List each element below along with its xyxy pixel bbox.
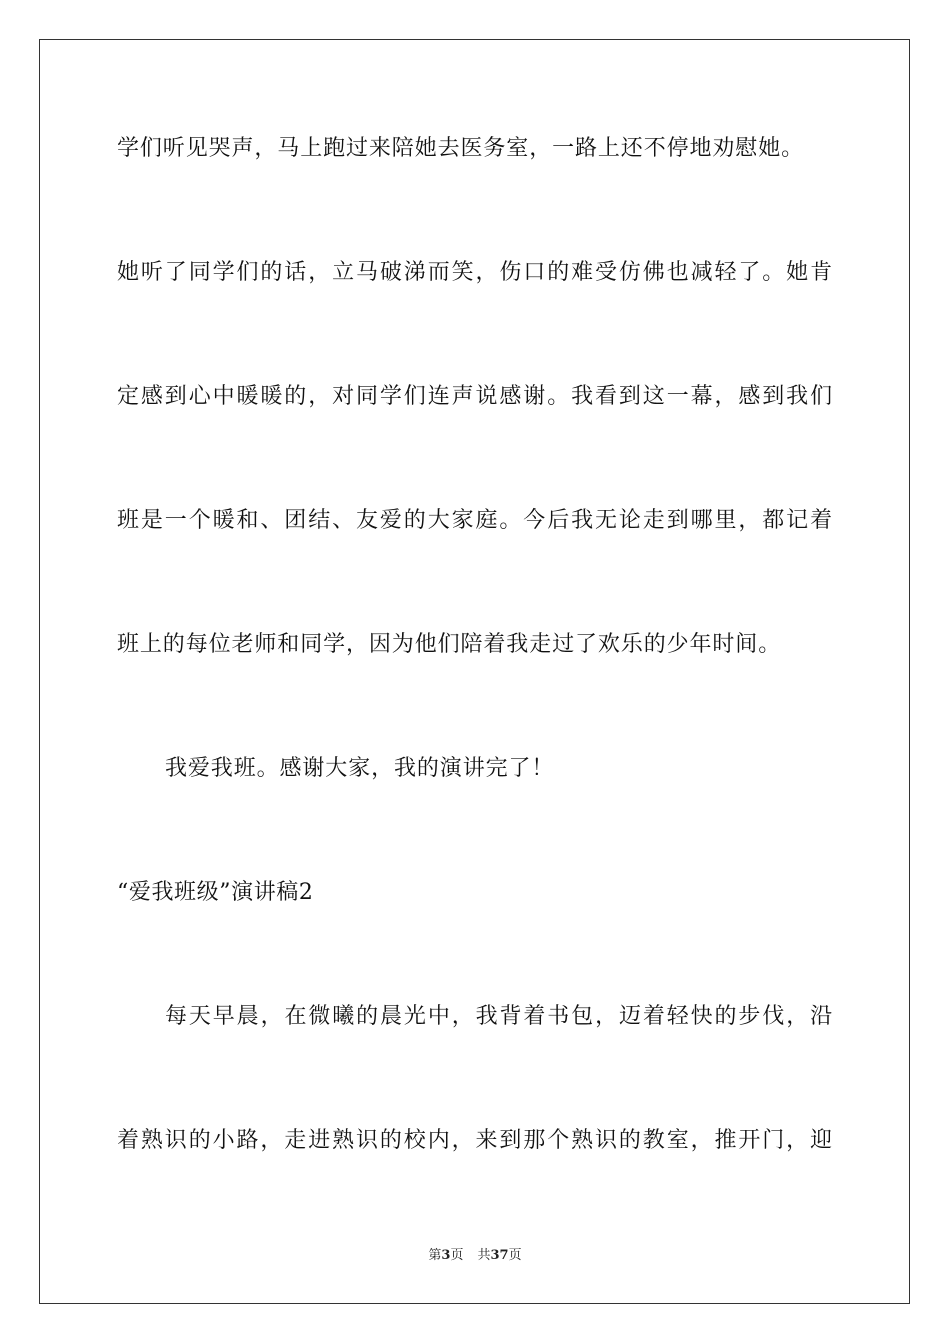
footer-page-prefix: 第 [428, 1248, 442, 1263]
body-line-5: 班上的每位老师和同学，因为他们陪着我走过了欢乐的少年时间。 [117, 632, 782, 657]
footer-total-number: 37 [490, 1248, 509, 1263]
body-line-3: 定感到心中暖暖的，对同学们连声说感谢。我看到这一幕，感到我们 [117, 384, 833, 409]
footer-total-prefix: 共 [477, 1248, 491, 1263]
body-line-2: 她听了同学们的话，立马破涕而笑，伤口的难受仿佛也减轻了。她肯 [117, 260, 833, 285]
body-line-1: 学们听见哭声，马上跑过来陪她去医务室，一路上还不停地劝慰她。 [117, 136, 805, 161]
footer-page-suffix: 页 [450, 1248, 464, 1263]
para2-line-1: 每天早晨，在微曦的晨光中，我背着书包，迈着轻快的步伐，沿 [165, 1004, 833, 1029]
section-title: “爱我班级”演讲稿2 [117, 880, 314, 905]
footer-page-number: 3 [441, 1248, 451, 1263]
page-footer [0, 1246, 950, 1266]
page-border [39, 39, 910, 1304]
para2-line-2: 着熟识的小路，走进熟识的校内，来到那个熟识的教室，推开门，迎 [117, 1128, 833, 1153]
body-line-4: 班是一个暖和、团结、友爱的大家庭。今后我无论走到哪里，都记着 [117, 508, 833, 533]
closing-line: 我爱我班。感谢大家，我的演讲完了！ [165, 756, 555, 781]
footer-total-suffix: 页 [508, 1248, 522, 1263]
